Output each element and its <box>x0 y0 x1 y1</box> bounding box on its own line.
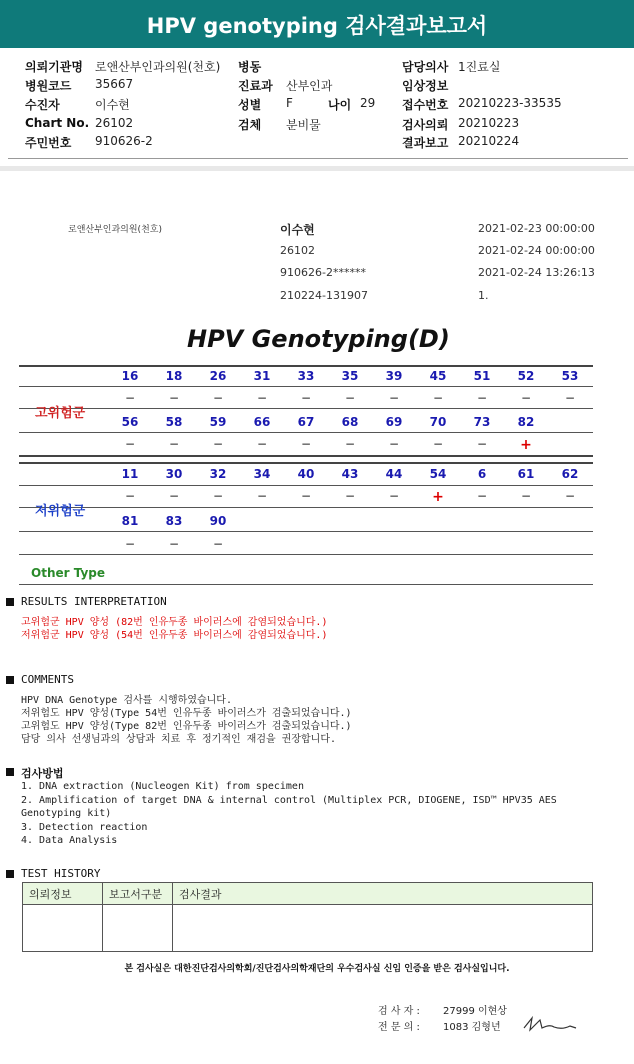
genotype-number: 26 <box>209 369 227 383</box>
header-label: 주민번호 <box>25 136 72 150</box>
header-value: 분비물 <box>286 118 321 132</box>
genotype-number: 83 <box>165 514 183 528</box>
grid-line <box>19 432 593 433</box>
negative-result: − <box>256 391 268 405</box>
negative-result: − <box>388 437 400 451</box>
history-col-header: 보고서구분 <box>103 883 173 905</box>
genotype-number: 62 <box>561 467 579 481</box>
section-bullet <box>6 870 14 878</box>
info-date: 2021-02-23 00:00:00 <box>478 222 595 235</box>
other-type-label: Other Type <box>31 566 106 580</box>
comment-line: 저위험도 HPV 양성(Type 54번 인유두종 바이러스가 검출되었습니다.) <box>21 708 352 719</box>
history-heading: TEST HISTORY <box>21 867 101 880</box>
method-line: 2. Amplification of target DNA & internal control (Multiplex PCR, DIOGENE, ISD™ HPV35 AES <box>21 795 557 806</box>
result-line: 저위험군 HPV 양성 (54번 인유두종 바이러스에 감염되었습니다.) <box>21 630 328 641</box>
negative-result: − <box>520 391 532 405</box>
header-value: 20210224 <box>458 134 520 148</box>
negative-result: − <box>344 489 356 503</box>
history-table <box>22 882 593 952</box>
negative-result: − <box>124 391 136 405</box>
header-value: 910626-2 <box>95 134 153 148</box>
grid-line <box>19 386 593 387</box>
method-line: 3. Detection reaction <box>21 822 148 833</box>
grid-line <box>19 507 593 508</box>
signature-name: 1083 김형년 <box>443 1022 501 1033</box>
negative-result: − <box>520 489 532 503</box>
genotyping-title: HPV Genotyping(D) <box>187 325 450 353</box>
negative-result: − <box>124 489 136 503</box>
method-line: 4. Data Analysis <box>21 835 118 846</box>
history-col-header: 의뢰정보 <box>23 883 103 905</box>
negative-result: − <box>124 537 136 551</box>
header-value: 20210223-33535 <box>458 96 562 110</box>
positive-result: + <box>520 437 532 453</box>
genotype-number: 59 <box>209 415 227 429</box>
header-label: 담당의사 <box>402 60 449 74</box>
header-label: 의뢰기관명 <box>25 60 83 74</box>
genotype-number: 69 <box>385 415 403 429</box>
negative-result: − <box>564 489 576 503</box>
info-institution: 로앤산부인과의원(천호) <box>68 225 162 235</box>
negative-result: − <box>344 391 356 405</box>
genotype-number: 31 <box>253 369 271 383</box>
grid-line <box>19 408 593 409</box>
genotype-number: 34 <box>253 467 271 481</box>
negative-result: − <box>212 489 224 503</box>
signature-name: 27999 이현상 <box>443 1006 507 1017</box>
grid-line <box>19 365 593 367</box>
negative-result: − <box>388 391 400 405</box>
signature-role: 검 사 자 : <box>378 1006 420 1017</box>
method-line: 1. DNA extraction (Nucleogen Kit) from specimen <box>21 781 304 792</box>
header-value: 26102 <box>95 116 134 130</box>
negative-result: − <box>432 391 444 405</box>
negative-result: − <box>432 437 444 451</box>
signature-role: 전 문 의 : <box>378 1022 420 1033</box>
header-value: 20210223 <box>458 116 520 130</box>
negative-result: − <box>476 391 488 405</box>
result-line: 고위험군 HPV 양성 (82번 인유두종 바이러스에 감염되었습니다.) <box>21 617 328 628</box>
header-divider <box>8 158 628 159</box>
genotype-number: 40 <box>297 467 315 481</box>
header-label: 병원코드 <box>25 79 72 93</box>
results-heading: RESULTS INTERPRETATION <box>21 595 167 608</box>
header-label: Chart No. <box>25 116 90 130</box>
genotype-number: 16 <box>121 369 139 383</box>
header-label: 수진자 <box>25 98 60 112</box>
negative-result: − <box>476 437 488 451</box>
header-label: 성별 <box>238 98 262 112</box>
section-bullet <box>6 768 14 776</box>
genotype-number: 18 <box>165 369 183 383</box>
negative-result: − <box>388 489 400 503</box>
genotype-number: 67 <box>297 415 315 429</box>
negative-result: − <box>564 391 576 405</box>
negative-result: − <box>256 437 268 451</box>
negative-result: − <box>256 489 268 503</box>
negative-result: − <box>124 437 136 451</box>
genotype-number: 81 <box>121 514 139 528</box>
high-risk-label: 고위험군 <box>35 406 86 421</box>
negative-result: − <box>300 437 312 451</box>
header-label: 결과보고 <box>402 136 449 150</box>
genotype-number: 52 <box>517 369 535 383</box>
negative-result: − <box>168 437 180 451</box>
low-risk-label: 저위험군 <box>35 504 86 519</box>
header-value: 산부인과 <box>286 79 333 93</box>
genotype-number: 53 <box>561 369 579 383</box>
header-label: 병동 <box>238 60 262 74</box>
info-date: 2021-02-24 13:26:13 <box>478 266 595 279</box>
section-bullet <box>6 676 14 684</box>
method-line: Genotyping kit) <box>21 808 112 819</box>
genotype-number: 73 <box>473 415 491 429</box>
negative-result: − <box>168 489 180 503</box>
genotype-number: 54 <box>429 467 447 481</box>
negative-result: − <box>212 391 224 405</box>
grid-line <box>19 485 593 486</box>
header-value: 29 <box>360 96 376 110</box>
genotype-number: 43 <box>341 467 359 481</box>
negative-result: − <box>212 437 224 451</box>
genotype-number: 30 <box>165 467 183 481</box>
comment-line: 고위험도 HPV 양성(Type 82번 인유두종 바이러스가 검출되었습니다.) <box>21 721 352 732</box>
negative-result: − <box>344 437 356 451</box>
certification-note: 본 검사실은 대한진단검사의학회/진단검사의학재단의 우수검사실 신임 인증을 받은 검사실입니다. <box>124 964 510 974</box>
section-bullet <box>6 598 14 606</box>
negative-result: − <box>300 489 312 503</box>
header-value: 35667 <box>95 77 134 91</box>
info-date: 2021-02-24 00:00:00 <box>478 244 595 257</box>
report-main-title: HPV genotyping 검사결과보고서 <box>146 14 488 38</box>
genotype-number: 44 <box>385 467 403 481</box>
info-patient-name: 이수현 <box>280 223 315 237</box>
genotype-number: 66 <box>253 415 271 429</box>
header-label: 검체 <box>238 118 262 132</box>
info-id: 910626-2****** <box>280 266 366 279</box>
comment-line: 담당 의사 선생님과의 상담과 치료 후 정기적인 재검을 권장합니다. <box>21 734 337 745</box>
info-specimen-no: 210224-131907 <box>280 289 368 302</box>
genotype-number: 6 <box>477 467 487 481</box>
history-cell <box>103 905 173 952</box>
history-col-header: 검사결과 <box>173 883 593 905</box>
grid-line <box>19 455 593 457</box>
method-heading: 검사방법 <box>21 767 64 780</box>
genotype-number: 56 <box>121 415 139 429</box>
grid-line <box>19 554 593 555</box>
header-label: 검사의뢰 <box>402 118 449 132</box>
negative-result: − <box>212 537 224 551</box>
history-cell <box>173 905 593 952</box>
header-label: 진료과 <box>238 79 273 93</box>
header-value: 로앤산부인과의원(천호) <box>95 60 221 74</box>
comment-line: HPV DNA Genotype 검사를 시행하였습니다. <box>21 695 232 706</box>
genotype-number: 32 <box>209 467 227 481</box>
history-cell <box>23 905 103 952</box>
header-label: 나이 <box>328 98 352 112</box>
negative-result: − <box>476 489 488 503</box>
grid-line <box>19 531 593 532</box>
comments-heading: COMMENTS <box>21 673 74 686</box>
genotype-number: 61 <box>517 467 535 481</box>
genotype-number: 70 <box>429 415 447 429</box>
genotype-number: 45 <box>429 369 447 383</box>
genotype-number: 33 <box>297 369 315 383</box>
negative-result: − <box>168 537 180 551</box>
genotype-number: 35 <box>341 369 359 383</box>
genotype-number: 39 <box>385 369 403 383</box>
negative-result: − <box>168 391 180 405</box>
info-chart: 26102 <box>280 244 315 257</box>
header-value: 이수현 <box>95 98 130 112</box>
genotype-number: 68 <box>341 415 359 429</box>
genotype-number: 51 <box>473 369 491 383</box>
genotype-number: 58 <box>165 415 183 429</box>
header-label: 임상정보 <box>402 79 449 93</box>
info-seq: 1. <box>478 289 489 302</box>
positive-result: + <box>432 489 444 505</box>
page-separator <box>0 166 634 171</box>
grid-line <box>19 462 593 464</box>
header-value: F <box>286 96 293 110</box>
signature-scribble-icon <box>520 1012 580 1034</box>
genotype-number: 11 <box>121 467 139 481</box>
genotype-number: 90 <box>209 514 227 528</box>
header-value: 1진료실 <box>458 60 501 74</box>
negative-result: − <box>300 391 312 405</box>
header-label: 접수번호 <box>402 98 449 112</box>
genotype-number: 82 <box>517 415 535 429</box>
grid-line <box>19 584 593 585</box>
